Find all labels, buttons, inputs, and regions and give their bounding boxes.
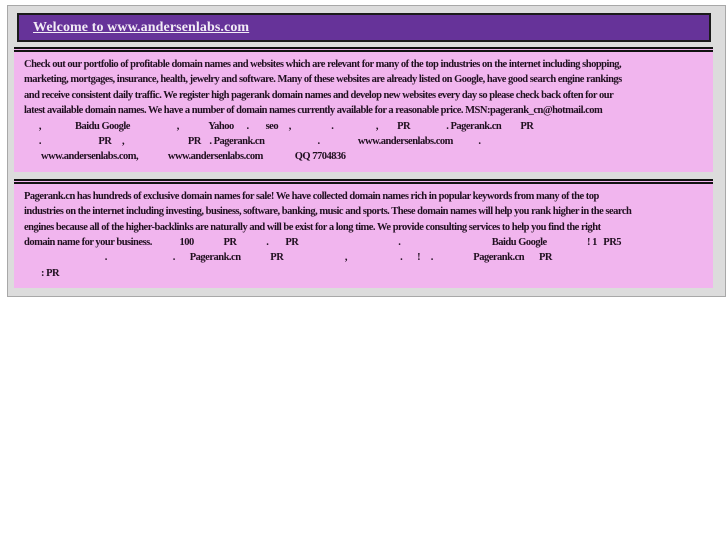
sales-line-4: domain name for your business. 100 PR . PR . Baidu Google ! 1 PR5: [24, 237, 622, 249]
intro-box: [14, 47, 713, 172]
header-bar: [17, 13, 711, 42]
sales-box: [14, 179, 713, 288]
sales-line-5: . . Pagerank.cn PR , . ! . Pagerank.cn PR: [24, 252, 552, 264]
intro-line-5: , Baidu Google , Yahoo . seo , . , PR . Pagerank.cn PR: [24, 120, 534, 132]
intro-line-1: Check out our portfolio of profitable domain names and websites which are relevant for many of the top industries on the internet including shopping,: [24, 59, 622, 70]
intro-line-6: . PR , PR . Pagerank.cn . www.andersenlabs.com .: [24, 136, 481, 148]
welcome-link[interactable]: Welcome to www.andersenlabs.com: [33, 19, 250, 35]
intro-line-4: latest available domain names. We have a number of domain names currently available for a reasonable price. MSN:pagerank_cn@hotmail.com: [24, 105, 603, 117]
sales-line-2: industries on the internet including investing, business, software, banking, music and sports. These domain names will help you rank higher in the search: [24, 206, 632, 218]
sales-line-1: Pagerank.cn has hundreds of exclusive domain names for sale! We have collected domain names rich in popular keywords from many of the top: [24, 190, 599, 202]
sales-line-6: : PR: [24, 267, 60, 279]
intro-line-2: marketing, mortgages, insurance, health, jewelry and software. Many of these websites are already listed on Google, have good search engine rankings: [24, 74, 622, 86]
sales-line-3: engines because all of the higher-backlinks are naturally and will be exist for a long time. We provide consulting services to help you find the right: [24, 221, 601, 233]
intro-line-3: and receive consistent daily traffic. We register high pagerank domain names and develop new websites every day so please check back often for our: [24, 89, 614, 101]
page-panel: [7, 5, 726, 297]
intro-line-7: www.andersenlabs.com, www.andersenlabs.com QQ 7704836: [24, 151, 346, 163]
